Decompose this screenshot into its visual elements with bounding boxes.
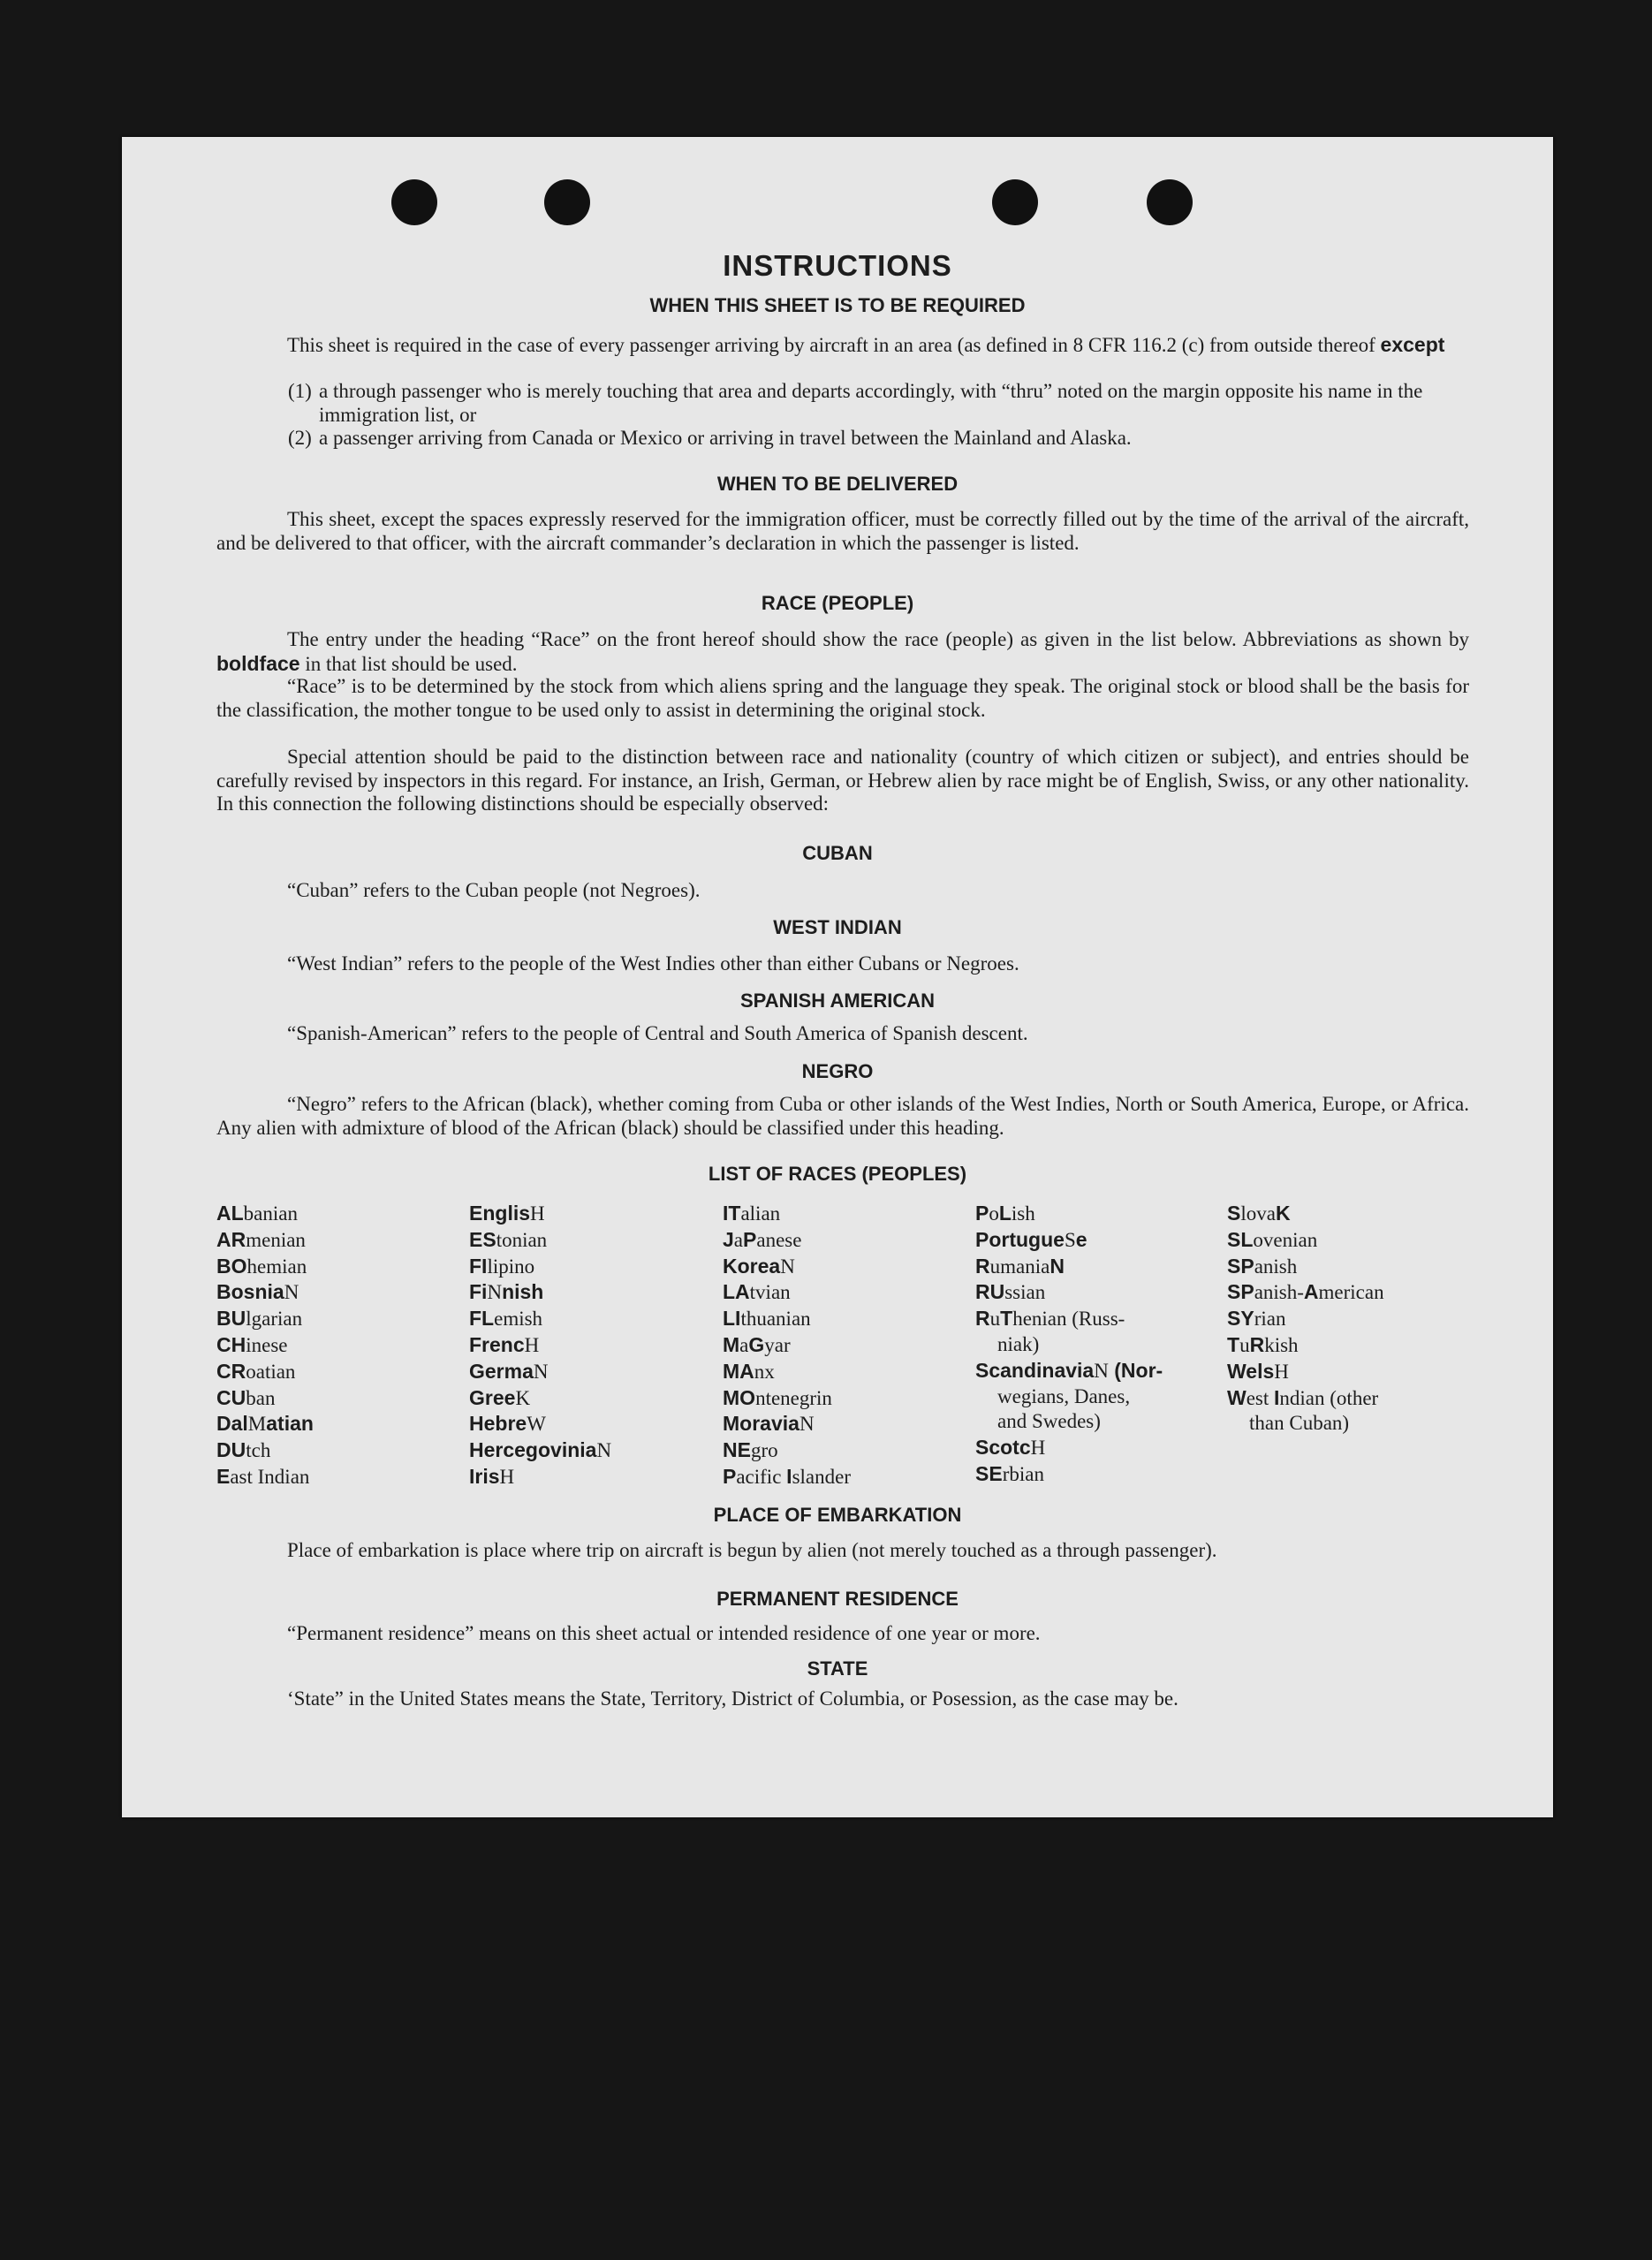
race-entry: KoreaN	[723, 1254, 795, 1278]
race-entry: BosniaN	[216, 1280, 299, 1304]
negro-paragraph: “Negro” refers to the African (black), whether coming from Cuba or other islands of the West Indies, North or South America, Europe, or Africa. Any alien with admixture of blood of the African (black) should be classified under this heading.	[216, 1093, 1469, 1139]
race-entry: FiNnish	[469, 1280, 544, 1304]
race-entry: wegians, Danes,	[997, 1384, 1131, 1407]
race-entry: EnglisH	[469, 1202, 545, 1225]
race-entry: LAtvian	[723, 1280, 791, 1304]
race-entry: IrisH	[469, 1464, 515, 1488]
race-column-5	[1227, 1201, 1384, 1437]
section-heading-when-delivered: WHEN TO BE DELIVERED	[716, 473, 959, 495]
race-paragraph-2: “Race” is to be determined by the stock from which aliens spring and the language they speak. The original stock or blood shall be the basis for the classification, the mother tongue to be used only to assist in determining the original stock.	[216, 675, 1469, 721]
exception-item-1: (1) a through passenger who is merely touching that area and departs accordingly, with “thru” noted on the margin opposite his name in the immigration list, or	[288, 380, 1423, 426]
race-entry: RumaniaN	[975, 1254, 1065, 1278]
race-entry: NEgro	[723, 1438, 778, 1462]
section-heading-permanent-residence: PERMANENT RESIDENCE	[716, 1588, 959, 1610]
section-heading-negro: NEGRO	[801, 1060, 874, 1082]
delivered-paragraph: This sheet, except the spaces expressly reserved for the immigration officer, must be correctly filled out by the time of the arrival of the aircraft, and be delivered to that officer, with the aircraft commander’s declaration in which the passenger is listed.	[216, 508, 1469, 554]
required-paragraph: This sheet is required in the case of every passenger arriving by aircraft in an area (as defined in 8 CFR 116.2 (c) from outside thereof except	[287, 333, 1445, 356]
residence-paragraph: “Permanent residence” means on this sheet actual or intended residence of one year or more.	[287, 1622, 1041, 1644]
race-entry: MaGyar	[723, 1332, 791, 1356]
race-paragraph-1: The entry under the heading “Race” on the front hereof should show the race (people) as given in the list below. Abbreviations as shown by boldface in that list should be used.	[216, 628, 1469, 675]
spanish-american-paragraph: “Spanish-American” refers to the people of Central and South America of Spanish descent.	[287, 1022, 1028, 1044]
race-entry: Pacific Islander	[723, 1464, 851, 1488]
race-entry: East Indian	[216, 1464, 310, 1488]
race-entry: SlovaK	[1227, 1202, 1291, 1225]
state-paragraph: ‘State” in the United States means the State, Territory, District of Columbia, or Posession, as the case may be.	[287, 1687, 1178, 1710]
race-entry: PortugueSe	[975, 1227, 1087, 1251]
punch-hole	[391, 179, 437, 225]
race-entry: ALbanian	[216, 1202, 298, 1225]
race-entry: EStonian	[469, 1227, 548, 1251]
race-entry: FLemish	[469, 1307, 543, 1331]
race-entry: PoLish	[975, 1202, 1035, 1225]
race-entry: than Cuban)	[1249, 1412, 1350, 1435]
section-heading-list-of-races: LIST OF RACES (PEOPLES)	[708, 1163, 967, 1185]
section-heading-cuban: CUBAN	[802, 842, 873, 864]
race-entry: LIthuanian	[723, 1307, 811, 1331]
race-entry: MAnx	[723, 1359, 775, 1383]
race-entry: FIlipino	[469, 1254, 535, 1278]
race-entry: CHinese	[216, 1332, 288, 1356]
race-entry: FrencH	[469, 1332, 540, 1356]
race-entry: niak)	[997, 1332, 1040, 1355]
cuban-paragraph: “Cuban” refers to the Cuban people (not Negroes).	[287, 879, 701, 901]
race-entry: MOntenegrin	[723, 1385, 832, 1409]
section-heading-race: RACE (PEOPLE)	[761, 592, 914, 614]
west-indian-paragraph: “West Indian” refers to the people of the West Indies other than either Cubans or Negroes.	[287, 952, 1019, 975]
race-entry: HercegoviniaN	[469, 1438, 612, 1462]
race-entry: CUban	[216, 1385, 276, 1409]
race-entry: BOhemian	[216, 1254, 307, 1278]
exception-item-2: (2) a passenger arriving from Canada or Mexico or arriving in travel between the Mainland and Alaska.	[288, 427, 1132, 449]
race-entry: TuRkish	[1227, 1332, 1299, 1356]
race-entry: ITalian	[723, 1202, 781, 1225]
race-entry: DalMatian	[216, 1412, 314, 1436]
page-title: INSTRUCTIONS	[723, 249, 952, 282]
race-entry: GermaN	[469, 1359, 549, 1383]
race-entry: and Swedes)	[997, 1410, 1101, 1433]
race-column-1	[216, 1201, 314, 1490]
section-heading-when-required: WHEN THIS SHEET IS TO BE REQUIRED	[649, 294, 1026, 316]
race-entry: RUssian	[975, 1280, 1046, 1304]
race-column-3	[723, 1201, 851, 1490]
instruction-sheet	[122, 137, 1553, 1817]
race-entry: GreeK	[469, 1385, 531, 1409]
section-heading-west-indian: WEST INDIAN	[773, 916, 902, 938]
section-heading-state: STATE	[807, 1657, 868, 1680]
race-entry: WelsH	[1227, 1359, 1289, 1383]
race-entry: DUtch	[216, 1438, 271, 1462]
race-entry: ScotcH	[975, 1436, 1046, 1460]
race-paragraph-3: Special attention should be paid to the distinction between race and nationality (country of which citizen or subject), and entries should be carefully revised by inspectors in this regard. For instance, an Irish, German, or Hebrew alien by race might be of English, Swiss, or any other nationality. In this connection the following distinctions should be especially observed:	[216, 746, 1469, 815]
race-entry: West Indian (other	[1227, 1385, 1379, 1409]
race-entry: CRoatian	[216, 1359, 296, 1383]
embarkation-paragraph: Place of embarkation is place where trip on aircraft is begun by alien (not merely touched as a through passenger).	[287, 1539, 1217, 1561]
race-entry: ARmenian	[216, 1227, 306, 1251]
race-entry: SLovenian	[1227, 1227, 1318, 1251]
race-entry: JaPanese	[723, 1227, 802, 1251]
race-entry: MoraviaN	[723, 1412, 815, 1436]
race-entry: RuThenian (Russ-	[975, 1307, 1125, 1331]
punch-hole	[544, 179, 590, 225]
punch-hole	[992, 179, 1038, 225]
race-entry: SYrian	[1227, 1307, 1286, 1331]
race-column-4	[975, 1201, 1163, 1488]
race-entry: SPanish-American	[1227, 1280, 1384, 1304]
race-column-2	[469, 1201, 611, 1490]
punch-hole	[1147, 179, 1193, 225]
race-entry: SPanish	[1227, 1254, 1298, 1278]
section-heading-embarkation: PLACE OF EMBARKATION	[713, 1504, 962, 1526]
race-entry: HebreW	[469, 1412, 546, 1436]
section-heading-spanish-american: SPANISH AMERICAN	[739, 990, 935, 1012]
race-entry: BUlgarian	[216, 1307, 303, 1331]
race-entry: SErbian	[975, 1461, 1044, 1485]
race-entry: ScandinaviaN (Nor-	[975, 1358, 1163, 1382]
